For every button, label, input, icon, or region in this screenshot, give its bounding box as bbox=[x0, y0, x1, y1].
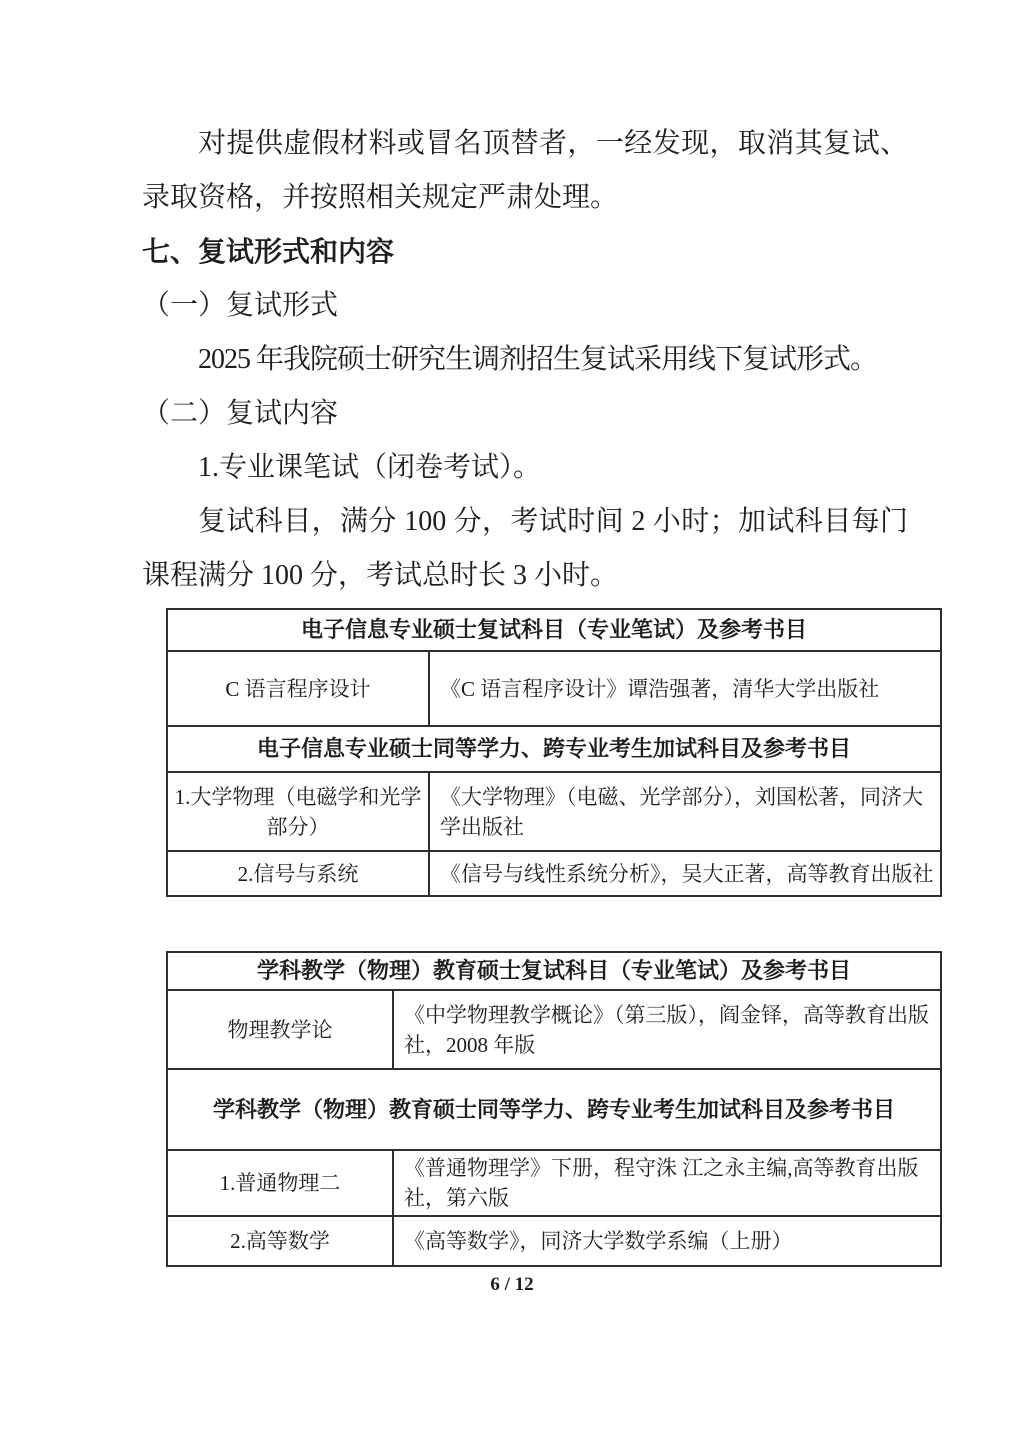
reference-cell: 《中学物理教学概论》（第三版），阎金铎，高等教育出版社，2008 年版 bbox=[393, 990, 941, 1069]
subject-cell: 2.高等数学 bbox=[167, 1216, 393, 1266]
table-section-header-row bbox=[167, 1069, 941, 1150]
table-section-header-row bbox=[167, 609, 941, 651]
exam-score-detail: 复试科目，满分 100 分，考试时间 2 小时；加试科目每门课程满分 100 分，考试总时长 3 小时。 bbox=[142, 506, 908, 591]
retest-subjects-header: 学科教学（物理）教育硕士复试科目（专业笔试）及参考书目 bbox=[167, 952, 941, 990]
subsection-1-paragraph: 2025 年我院硕士研究生调剂招生复试采用线下复试形式。 bbox=[198, 344, 878, 375]
table-row bbox=[167, 772, 941, 851]
additional-subjects-header: 学科教学（物理）教育硕士同等学力、跨专业考生加试科目及参考书目 bbox=[167, 1069, 941, 1150]
section-heading: 七、复试形式和内容 bbox=[142, 236, 395, 267]
subject-cell: C 语言程序设计 bbox=[167, 651, 429, 726]
document-body bbox=[142, 117, 908, 603]
subsection-1-heading: （一）复试形式 bbox=[142, 290, 339, 321]
table-electronic-info bbox=[166, 608, 942, 897]
retest-subjects-header: 电子信息专业硕士复试科目（专业笔试）及参考书目 bbox=[167, 609, 941, 651]
subject-cell: 1.普通物理二 bbox=[167, 1150, 393, 1216]
table-row bbox=[167, 851, 941, 896]
table-row bbox=[167, 990, 941, 1069]
table-section-header-row bbox=[167, 952, 941, 990]
intro-paragraph: 对提供虚假材料或冒名顶替者，一经发现，取消其复试、录取资格，并按照相关规定严肃处理。 bbox=[142, 128, 908, 213]
table-section-header-row bbox=[167, 726, 941, 772]
reference-cell: 《C 语言程序设计》谭浩强著，清华大学出版社 bbox=[429, 651, 941, 726]
written-exam-item: 1.专业课笔试（闭卷考试）。 bbox=[198, 452, 542, 483]
reference-cell: 《高等数学》，同济大学数学系编（上册） bbox=[393, 1216, 941, 1266]
additional-subjects-header: 电子信息专业硕士同等学力、跨专业考生加试科目及参考书目 bbox=[167, 726, 941, 772]
reference-cell: 《大学物理》（电磁、光学部分），刘国松著，同济大学出版社 bbox=[429, 772, 941, 851]
subject-cell: 2.信号与系统 bbox=[167, 851, 429, 896]
page-number: 6 / 12 bbox=[490, 1274, 534, 1295]
table-row bbox=[167, 1216, 941, 1266]
subject-cell: 物理教学论 bbox=[167, 990, 393, 1069]
subsection-2-heading: （二）复试内容 bbox=[142, 398, 339, 429]
subject-cell: 1.大学物理（电磁学和光学部分） bbox=[167, 772, 429, 851]
reference-cell: 《普通物理学》下册，程守洙 江之永主编,高等教育出版社，第六版 bbox=[393, 1150, 941, 1216]
table-row bbox=[167, 651, 941, 726]
table-physics-education bbox=[166, 951, 942, 1267]
table-row bbox=[167, 1150, 941, 1216]
reference-cell: 《信号与线性系统分析》，吴大正著，高等教育出版社 bbox=[429, 851, 941, 896]
